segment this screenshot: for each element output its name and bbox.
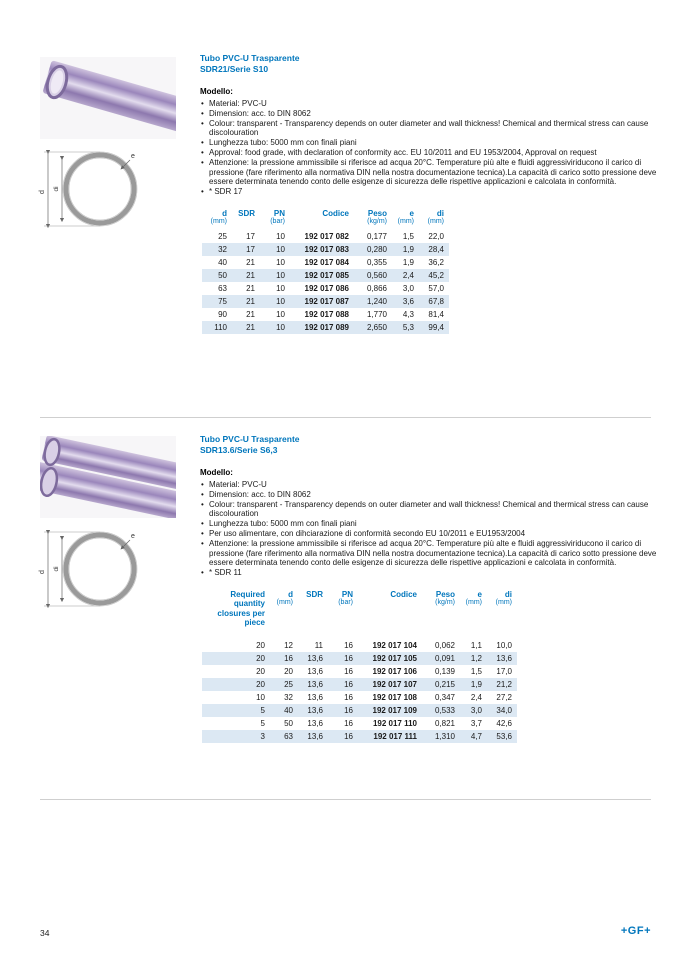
table-cell: 1,9: [402, 244, 414, 254]
table-cell: 192 017 085: [304, 270, 349, 280]
table-cell: 192 017 106: [372, 667, 417, 677]
table-cell: 32: [218, 244, 227, 254]
table-cell: 13,6: [307, 719, 323, 729]
table-cell: 13,6: [307, 667, 323, 677]
bullet-item: • Attenzione: la pressione ammissibile si riferisce ad acqua 20°C. Temperature più alte e fluidi aggressiviriducono il carico di pressione (fare riferimento alla normativa DIN nella nostra documentazione tecnica).La capacità di carico sotto pressione deve essere determinata tenendo conto delle esigenze di sicurezza delle rispettive applicazioni e calcolata in conformità.: [200, 539, 658, 568]
table-cell: 75: [218, 296, 227, 306]
table-row: [202, 665, 517, 678]
column-header: di (mm): [495, 589, 512, 607]
table-cell: 63: [218, 283, 227, 293]
header-row: [202, 590, 517, 640]
column-header: Peso (kg/m): [367, 208, 387, 226]
bullet-item: • Lunghezza tubo: 5000 mm con finali piani: [200, 138, 658, 148]
table-cell: 27,2: [496, 693, 512, 703]
table-cell: 21: [246, 296, 255, 306]
bullet-item: • Colour: transparent - Transparency depends on outer diameter and wall thickness! Chemical and thermical stress can cause discolouration: [200, 500, 658, 520]
table-cell: 1,5: [402, 231, 414, 241]
table-cell: 5,3: [402, 322, 414, 332]
table-cell: 0,215: [434, 680, 455, 690]
table-cell: 4,7: [470, 732, 482, 742]
table-cell: 40: [218, 257, 227, 267]
model-label: Modello:: [200, 87, 233, 96]
table-cell: 5: [260, 719, 265, 729]
page-number: 34: [40, 928, 50, 938]
table-cell: 16: [344, 732, 353, 742]
table-cell: 10: [276, 270, 285, 280]
table-cell: 10,0: [496, 641, 512, 651]
table-cell: 1,240: [366, 296, 387, 306]
table-cell: 21: [246, 309, 255, 319]
table-cell: 13,6: [307, 706, 323, 716]
table-row: [202, 282, 449, 295]
table-row: [202, 308, 449, 321]
table-cell: 21: [246, 322, 255, 332]
table-cell: 0,347: [434, 693, 455, 703]
section-title-line1: Tubo PVC-U Trasparente: [200, 53, 300, 63]
table-cell: 1,9: [470, 680, 482, 690]
table-cell: 13,6: [307, 693, 323, 703]
brand-logo: +GF+: [620, 925, 651, 937]
dim-label-di: di: [53, 566, 60, 572]
table-cell: 3,6: [402, 296, 414, 306]
product-table: [202, 590, 517, 744]
table-cell: 3,0: [470, 706, 482, 716]
table-cell: 34,0: [496, 706, 512, 716]
table-cell: 192 017 082: [304, 231, 349, 241]
pipe-photo-image: [40, 57, 176, 139]
table-row: [202, 256, 449, 269]
table-cell: 20: [256, 654, 265, 664]
table-cell: 1,1: [470, 641, 482, 651]
section-1: [200, 53, 658, 334]
table-row: [202, 639, 517, 652]
table-cell: 20: [256, 641, 265, 651]
section-2: [200, 434, 658, 743]
table-cell: 2,4: [470, 693, 482, 703]
table-cell: 1,770: [366, 309, 387, 319]
bullet-item: • Material: PVC-U: [200, 480, 658, 490]
table-cell: 67,8: [428, 296, 444, 306]
table-cell: 50: [218, 270, 227, 280]
table-cell: 192 017 110: [372, 719, 417, 729]
bullet-item: • Attenzione: la pressione ammissibile si riferisce ad acqua 20°C. Temperature più alte e fluidi aggressiviriducono il carico di pressione (fare riferimento alla normativa DIN nella nostra documentazione tecnica).La capacità di carico sotto pressione deve essere determinata tenendo conto delle esigenze di sicurezza delle rispettive applicazioni e calcolata in conformità.: [200, 158, 658, 187]
table-row: [202, 295, 449, 308]
column-header: d (mm): [276, 589, 293, 607]
table-cell: 28,4: [428, 244, 444, 254]
table-cell: 42,6: [496, 719, 512, 729]
table-cell: 32: [284, 693, 293, 703]
table-cell: 0,866: [366, 283, 387, 293]
bullet-item: • Per uso alimentare, con dihciarazione di conformità secondo EU 10/2011 e EU1953/2004: [200, 529, 658, 539]
table-cell: 16: [344, 680, 353, 690]
table-cell: 0,355: [366, 257, 387, 267]
table-cell: 192 017 083: [304, 244, 349, 254]
table-cell: 4,3: [402, 309, 414, 319]
table-cell: 40: [284, 706, 293, 716]
cross-section-drawing: [38, 140, 142, 238]
table-cell: 5: [260, 706, 265, 716]
table-cell: 20: [256, 667, 265, 677]
table-cell: 0,177: [366, 231, 387, 241]
table-cell: 192 017 108: [372, 693, 417, 703]
section-divider: [40, 799, 651, 800]
column-header: di (mm): [427, 208, 444, 226]
table-row: [202, 704, 517, 717]
table-cell: 20: [284, 667, 293, 677]
table-cell: 3,0: [402, 283, 414, 293]
table-cell: 1,2: [470, 654, 482, 664]
spec-bullet-list: [200, 480, 658, 578]
pipe-photo-image: [40, 436, 176, 518]
bullet-item: • Material: PVC-U: [200, 99, 658, 109]
table-cell: 16: [344, 641, 353, 651]
table-cell: 53,6: [496, 732, 512, 742]
table-cell: 10: [276, 283, 285, 293]
table-cell: 45,2: [428, 270, 444, 280]
table-cell: 10: [276, 257, 285, 267]
table-cell: 99,4: [428, 322, 444, 332]
pipe-cross-section-diagram: [38, 520, 142, 618]
table-cell: 11: [314, 641, 323, 651]
header-row: [202, 209, 449, 230]
table-cell: 12: [284, 641, 293, 651]
table-cell: 10: [276, 244, 285, 254]
column-header: Codice: [390, 589, 417, 599]
table-row: [202, 243, 449, 256]
table-cell: 17: [246, 231, 255, 241]
table-cell: 1,9: [402, 257, 414, 267]
table-cell: 13,6: [496, 654, 512, 664]
table-cell: 0,091: [434, 654, 455, 664]
column-header: SDR: [306, 589, 323, 599]
bullet-item: • * SDR 17: [200, 187, 658, 197]
pipe-photo: [40, 57, 176, 139]
dim-label-d: d: [39, 570, 46, 574]
table-cell: 0,560: [366, 270, 387, 280]
dim-label-di: di: [53, 186, 60, 192]
product-table: [202, 209, 449, 334]
column-header: Peso (kg/m): [435, 589, 455, 607]
pipe-photo: [40, 436, 176, 518]
table-row: [202, 717, 517, 730]
section-title-line2: SDR13.6/Serie S6,3: [200, 444, 278, 455]
table-cell: 21,2: [496, 680, 512, 690]
table-cell: 0,280: [366, 244, 387, 254]
table-row: [202, 230, 449, 243]
section-title-line1: Tubo PVC-U Trasparente: [200, 434, 300, 444]
table-cell: 16: [344, 706, 353, 716]
cross-section-drawing: [38, 520, 142, 618]
section-title-line2: SDR21/Serie S10: [200, 63, 269, 74]
table-row: [202, 691, 517, 704]
column-header: PN (bar): [270, 208, 285, 226]
table-cell: 10: [276, 231, 285, 241]
table-cell: 192 017 104: [372, 641, 417, 651]
table-cell: 22,0: [428, 231, 444, 241]
table-cell: 0,062: [434, 641, 455, 651]
table-cell: 57,0: [428, 283, 444, 293]
spec-bullet-list: [200, 99, 658, 197]
column-header: e (mm): [397, 208, 414, 226]
table-cell: 110: [214, 322, 227, 332]
table-cell: 0,139: [434, 667, 455, 677]
table-cell: 1,310: [434, 732, 455, 742]
bullet-item: • Colour: transparent - Transparency depends on outer diameter and wall thickness! Chemical and thermical stress can cause discolouration: [200, 119, 658, 139]
table-cell: 90: [218, 309, 227, 319]
column-header: Required quantity closures per piece: [217, 589, 265, 628]
table-cell: 16: [344, 654, 353, 664]
table-cell: 3: [260, 732, 265, 742]
table-cell: 192 017 109: [372, 706, 417, 716]
table-cell: 63: [284, 732, 293, 742]
table-cell: 10: [276, 296, 285, 306]
column-header: Codice: [322, 208, 349, 218]
table-row: [202, 652, 517, 665]
table-cell: 3,7: [470, 719, 482, 729]
table-cell: 17,0: [496, 667, 512, 677]
table-cell: 10: [256, 693, 265, 703]
table-cell: 0,533: [434, 706, 455, 716]
table-cell: 192 017 088: [304, 309, 349, 319]
table-cell: 16: [344, 719, 353, 729]
bullet-item: • Lunghezza tubo: 5000 mm con finali piani: [200, 519, 658, 529]
bullet-item: • Dimension: acc. to DIN 8062: [200, 109, 658, 119]
table-cell: 192 017 111: [373, 732, 417, 742]
table-cell: 81,4: [428, 309, 444, 319]
table-cell: 192 017 087: [304, 296, 349, 306]
bullet-item: • * SDR 11: [200, 568, 658, 578]
table-row: [202, 730, 517, 743]
table-cell: 13,6: [307, 732, 323, 742]
table-cell: 0,821: [434, 719, 455, 729]
table-cell: 25: [218, 231, 227, 241]
table-cell: 2,4: [402, 270, 414, 280]
bullet-item: • Dimension: acc. to DIN 8062: [200, 490, 658, 500]
table-cell: 36,2: [428, 257, 444, 267]
table-cell: 16: [344, 693, 353, 703]
column-header: SDR: [238, 208, 255, 218]
table-cell: 2,650: [366, 322, 387, 332]
table-cell: 192 017 105: [372, 654, 417, 664]
table-cell: 16: [284, 654, 293, 664]
dim-label-d: d: [39, 190, 46, 194]
model-label: Modello:: [200, 468, 233, 477]
table-cell: 192 017 084: [304, 257, 349, 267]
table-row: [202, 321, 449, 334]
table-cell: 1,5: [470, 667, 482, 677]
table-cell: 192 017 089: [304, 322, 349, 332]
table-row: [202, 678, 517, 691]
table-cell: 21: [246, 257, 255, 267]
dim-label-e: e: [131, 153, 135, 160]
table-cell: 192 017 086: [304, 283, 349, 293]
table-cell: 20: [256, 680, 265, 690]
column-header: d (mm): [210, 208, 227, 226]
table-cell: 21: [246, 270, 255, 280]
table-cell: 16: [344, 667, 353, 677]
column-header: PN (bar): [338, 589, 353, 607]
table-cell: 13,6: [307, 680, 323, 690]
table-cell: 10: [276, 322, 285, 332]
table-cell: 192 017 107: [372, 680, 417, 690]
dim-label-e: e: [131, 533, 135, 540]
table-row: [202, 269, 449, 282]
table-cell: 17: [246, 244, 255, 254]
section-divider: [40, 417, 651, 418]
table-cell: 21: [246, 283, 255, 293]
table-cell: 25: [284, 680, 293, 690]
column-header: e (mm): [465, 589, 482, 607]
bullet-item: • Approval: food grade, with declaration of conformity acc. EU 10/2011 and EU 1953/2004, Approval on request: [200, 148, 658, 158]
pipe-cross-section-diagram: [38, 140, 142, 238]
table-cell: 13,6: [307, 654, 323, 664]
table-cell: 50: [284, 719, 293, 729]
table-cell: 10: [276, 309, 285, 319]
